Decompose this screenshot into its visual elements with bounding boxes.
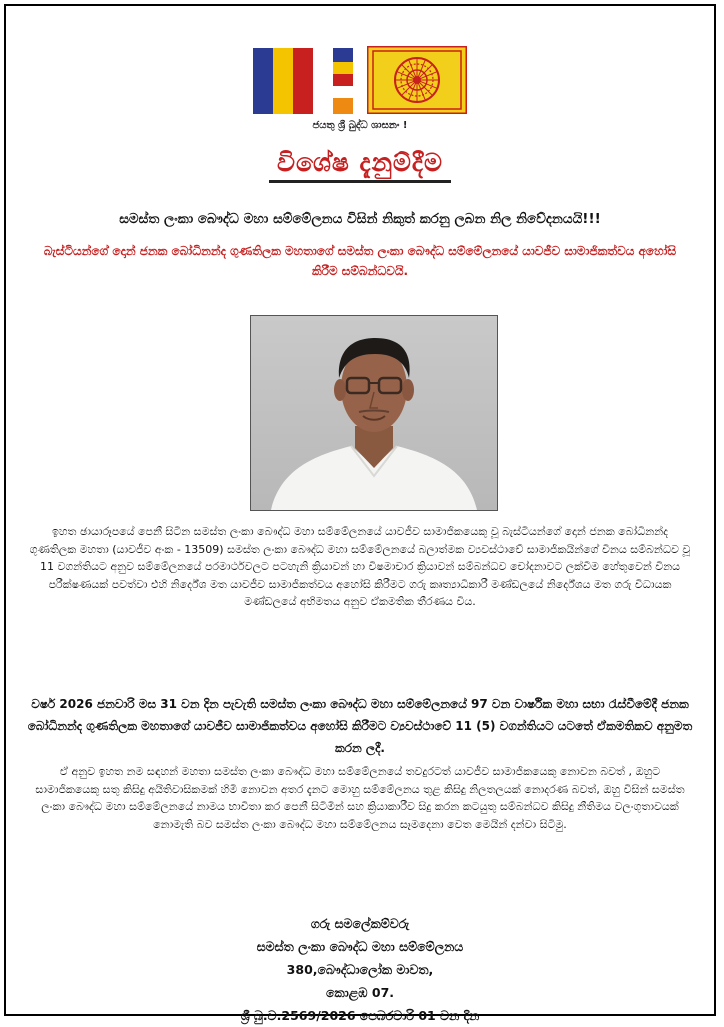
header-flags: [6, 48, 714, 114]
title-text: විශේෂ දැනුම්දීම: [269, 148, 451, 183]
paragraph-agm-approval: වර්ෂ 2026 ජනවාරි මස 31 වන දින පැවැති සමස්ත ලංකා බෞද්ධ මහා සම්මේලනයේ 97 වන වාර්ෂික මහා සභා රැස්වීමේදී ජනක බෝධිනන්ද ගුණතිලක මහතාගේ යාවජීව සාමාජිකත්වය අහෝසි කිරීමට ව්‍යවස්ථාවේ 11 (5) වගන්තියට යටතේ ඒකමතිකව අනුමත කරන ලදී.: [27, 697, 693, 755]
person-portrait-icon: [251, 316, 497, 510]
address-line-1: 380,බෞද්ධාලෝක මාවත,: [286, 962, 434, 977]
signature-block: [6, 912, 714, 1027]
dhamma-chakra-flag-icon: [367, 46, 467, 114]
member-photo: [250, 315, 498, 511]
paragraph-public-notice: ඒ අනුව ඉහත නම සඳහන් මහතා සමස්ත ලංකා බෞද්ධ මහා සම්මේලනයේ තවදුරටත් යාවජීව සාමාජිකයෙකු නොවන බවත් , ඔහුට සාමාජිකයෙකු සතු කිසිදු අයිතිවාසිකමක් හිමි නොවන අතර දැනට මොහු සම්මේලනය තුළ කිසිදු නිලතලයක් නොදරණ බවත්, ඔහු විසින් සමස්ත ලංකා බෞද්ධ මහා සම්මේලනයේ නාමය භාවිතා කර පෙනී සිටිමින් සහ ක්‍රියාකාරීව සිදු කරන කටයුතු සම්බන්ධව කිසිදු නීතිමය වලංගුතාවයක් නොමැති බව සමස්ත ලංකා බෞද්ධ මහා සම්මේලනය සෑමදෙනා වෙත මෙයින් දන්වා සිටිමු.: [35, 765, 685, 831]
subject-line: බැස්ටියන්ගේ දොන් ජනක බෝධිනන්ද ගුණතිලක මහතාගේ සමස්ත ලංකා බෞද්ධ සම්මේලනයේ යාවජීව සාමාජිකත්වය අහෝසි කිරීම සම්බන්ධවයි.: [43, 244, 677, 278]
organization-name: සමස්ත ලංකා බෞද්ධ මහා සම්මේලනය: [256, 939, 464, 954]
buddhist-flag-icon: [253, 48, 353, 114]
signatory-role: ගරු සමලේකම්වරු: [310, 916, 410, 931]
notice-date: ශ්‍රී බු.ව.2569/2026 පෙබරවාරි 01 වන දින: [240, 1008, 480, 1023]
official-statement-headline: සමස්ත ලංකා බෞද්ධ මහා සම්මේලනය විසින් නිකුත් කරනු ලබන නිල නිවේදනයයි!!!: [119, 211, 601, 227]
motto-text: ජයතු ශ්‍රී බුද්ධ ශාසනං !: [312, 120, 408, 131]
notice-page: [4, 4, 716, 1023]
address-line-2: කොළඹ 07.: [325, 985, 395, 1000]
paragraph-disciplinary-decision: ඉහත ඡායාරූපයේ පෙනී සිටින සමස්ත ලංකා බෞද්ධ මහා සම්මේලනයේ යාවජීව සාමාජිකයෙකු වූ බැස්ටියන්ගේ දොන් ජනක බෝධිනන්ද ගුණතිලක මහතා (යාවජීව අංක - 13509) සමස්ත ලංකා බෞද්ධ මහා සම්මේලනයේ බලාත්මක ව්‍යවස්ථාවේ සාමාජිකයින්ගේ විනය සම්බන්ධව වූ 11 වගන්තියට අනුව සම්මේලනයේ පරමාර්ථවලට පටහැනි ක්‍රියාවන් හා විෂමාචාර ක්‍රියාවන් සම්බන්ධව චෝදනාවට ලක්වීම හේතුවෙන් විනය පරීක්ෂණයක් පවත්වා එහි නිර්දේශ මත යාවජීව සාමාජිකත්වය අහෝසි කිරීමට ගරු කෘත්‍යාධිකාරී මණ්ඩලයේ නිර්දේශය මත ගරු විධායක මණ්ඩලයේ අභිමතය අනුව ඒකමතික තීරණය විය.: [29, 525, 691, 608]
special-notice-title: [6, 148, 714, 183]
